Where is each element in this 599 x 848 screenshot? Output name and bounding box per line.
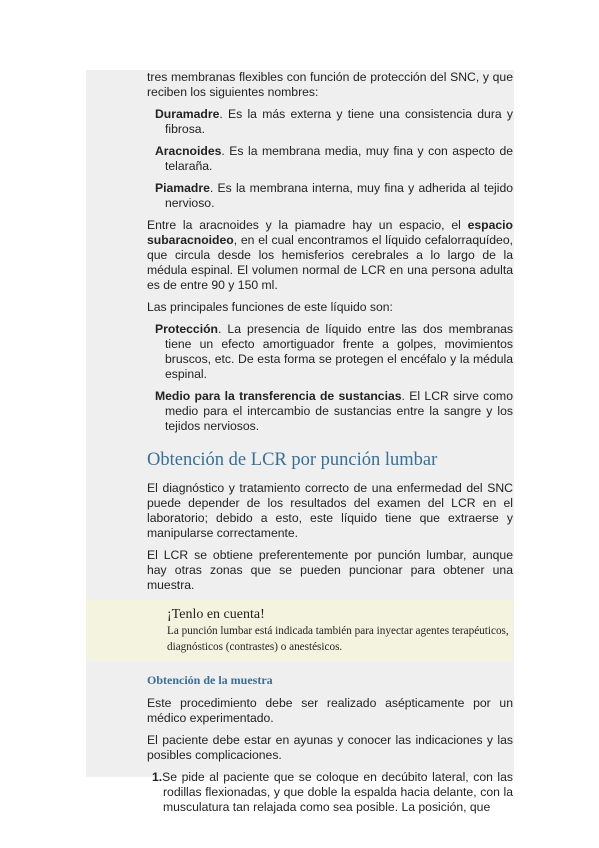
step-text: Se pide al paciente que se coloque en decúbito lateral, con las rodillas flexionadas, y que doble la espalda hacia delante, con la musculatura tan relajada como sea posible. La posición, que: [162, 770, 513, 814]
subsection-paragraph-1: Este procedimiento debe ser realizado asépticamente por un médico experimentado.: [147, 696, 513, 725]
membrane-text: . Es la membrana interna, muy fina y adherida al tejido nervioso.: [165, 181, 513, 210]
list-item: [152, 770, 513, 815]
membrane-item-aracnoides: [155, 144, 513, 174]
page-content: [147, 70, 513, 815]
function-item-transferencia: [155, 389, 513, 434]
function-item-proteccion: [155, 322, 513, 382]
step-number: 1.: [152, 770, 163, 784]
membrane-text: . Es la más externa y tiene una consistencia dura y fibrosa.: [165, 107, 513, 136]
note-title: ¡Tenlo en cuenta!: [167, 607, 265, 622]
section-paragraph-1: El diagnóstico y tratamiento correcto de una enfermedad del SNC puede depender de los resultados del examen del LCR en el laboratorio; debido a esto, este líquido tiene que extraerse y manipularse correctamente.: [147, 481, 513, 540]
subsection-heading: Obtención de la muestra: [147, 673, 273, 687]
function-term: Medio para la transferencia de sustancias: [155, 389, 402, 403]
note-text: La punción lumbar está indicada también para inyectar agentes terapéuticos, diagnósticos (contrastes) o anestésicos.: [167, 625, 509, 653]
steps-list: [147, 770, 513, 815]
function-text: . El LCR sirve como medio para el intercambio de sustancias entre la sangre y los tejidos nerviosos.: [165, 389, 513, 433]
function-term: Protección: [155, 322, 218, 336]
intro-paragraph: tres membranas flexibles con función de protección del SNC, y que reciben los siguientes nombres:: [147, 70, 513, 99]
membrane-term: Aracnoides: [155, 144, 222, 158]
functions-intro: Las principales funciones de este líquido son:: [147, 300, 393, 314]
space-term: espacio subaracnoideo: [147, 218, 513, 247]
note-box: [86, 600, 513, 661]
space-text-before: Entre la aracnoides y la piamadre hay un espacio, el: [147, 218, 468, 232]
membrane-item-piamadre: [155, 181, 513, 211]
section-paragraph-2: El LCR se obtiene preferentemente por punción lumbar, aunque hay otras zonas que se pueden puncionar para obtener una muestra.: [147, 548, 513, 592]
function-text: . La presencia de líquido entre las dos membranas tiene un efecto amortiguador frente a golpes, movimientos bruscos, etc. De esta forma se protegen el encéfalo y la médula espinal.: [165, 322, 513, 381]
space-paragraph: [147, 218, 513, 293]
section-heading: Obtención de LCR por punción lumbar: [147, 450, 438, 470]
subsection-paragraph-2: El paciente debe estar en ayunas y conocer las indicaciones y las posibles complicaciones.: [147, 733, 513, 762]
space-text-after: , en el cual encontramos el líquido cefalorraquídeo, que circula desde los hemisferios cerebrales a lo largo de la médula espinal. El volumen normal de LCR en una persona adulta es de entre 90 y 150 ml.: [147, 233, 513, 292]
membrane-text: . Es la membrana media, muy fina y con aspecto de telaraña.: [165, 144, 513, 173]
membrane-term: Duramadre: [155, 107, 220, 121]
membrane-term: Piamadre: [155, 181, 210, 195]
document-page: [86, 70, 514, 814]
membrane-item-duramadre: [155, 107, 513, 137]
